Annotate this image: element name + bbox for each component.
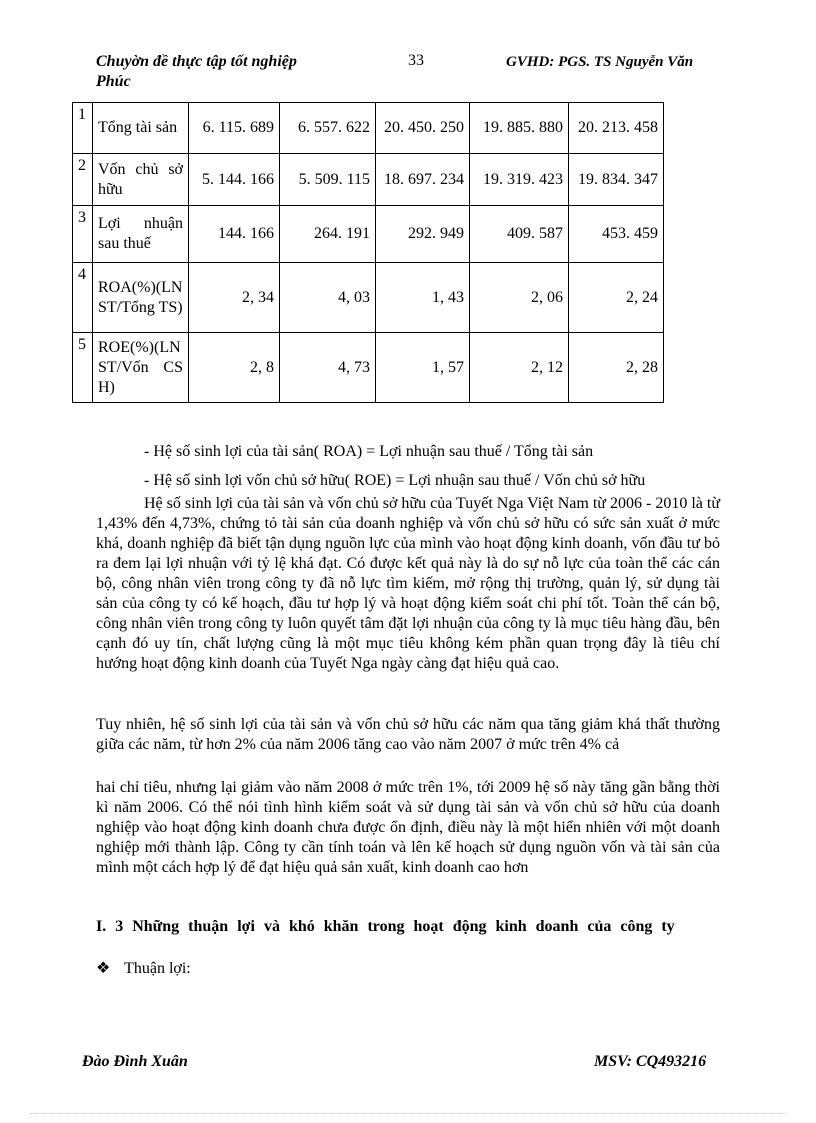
row-label: ROA(%)(LNST/Tổng TS) [93,263,189,333]
row-number: 5 [73,333,93,403]
table-row [73,103,664,154]
table-cell: 2, 12 [470,333,569,403]
header-title [96,52,336,92]
header-advisor: GVHD: PGS. TS Nguyễn Văn [506,54,694,70]
table-row [73,206,664,263]
table-cell: 2, 28 [569,333,664,403]
table-cell: 2, 34 [189,263,280,333]
table-cell: 1, 43 [376,263,470,333]
table-cell: 144. 166 [189,206,280,263]
table-cell: 5. 509. 115 [280,154,376,206]
table-cell: 264. 191 [280,206,376,263]
financial-table [72,102,664,403]
table-cell: 453. 459 [569,206,664,263]
table-cell: 19. 834. 347 [569,154,664,206]
row-label: Lợi nhuận sau thuế [93,206,189,263]
footer-student-id: MSV: CQ493216 [594,1053,707,1070]
paragraph-2: Tuy nhiên, hệ số sinh lợi của tài sản và vốn chủ sở hữu các năm qua tăng giảm khá thất thường giữa các năm, từ hơn 2% của năm 2006 tăng cao vào năm 2007 ở mức trên 4% cả [96,716,720,753]
table-cell: 1, 57 [376,333,470,403]
table-cell: 20. 213. 458 [569,103,664,154]
section-heading: I. 3 Những thuận lợi và khó khăn trong hoạt động kinh doanh của công ty [96,918,675,935]
table-cell: 5. 144. 166 [189,154,280,206]
formula-roe: - Hệ số sinh lợi vốn chủ sở hữu( ROE) = Lợi nhuận sau thuế / Vốn chủ sở hữu [144,472,646,489]
row-label: Tổng tài sản [93,103,189,154]
row-label: ROE(%)(LNST/Vốn CSH) [93,333,189,403]
table-cell: 2, 8 [189,333,280,403]
header-title-cont: Phúc [96,73,131,90]
table-row [73,263,664,333]
table-cell: 19. 885. 880 [470,103,569,154]
paragraph-3: hai chỉ tiêu, nhưng lại giảm vào năm 2008 ở mức trên 1%, tới 2009 hệ số này tăng gần bằng thời kì năm 2006. Có thể nói tình hình kiểm soát và sử dụng tài sản và vốn chủ sở hữu của doanh nghiệp vào hoạt động kinh doanh chưa được ổn định, điều này là một hiển nhiên với một doanh nghiệp mới thành lập. Công ty cần tính toán và lên kế hoạch sử dụng nguồn vốn và tài sản của mình một cách hợp lý để đạt hiệu quả sản xuất, kinh doanh cao hơn [96,779,720,876]
table-row [73,154,664,206]
row-number: 4 [73,263,93,333]
row-number: 1 [73,103,93,154]
table-cell: 20. 450. 250 [376,103,470,154]
table-cell: 2, 06 [470,263,569,333]
header-title-text: Chuyờn đề thực tập tốt nghiệp [96,53,297,70]
table-cell: 4, 73 [280,333,376,403]
bullet-label: Thuận lợi: [124,960,191,977]
formula-roa: - Hệ số sinh lợi của tài sản( ROA) = Lợi nhuận sau thuế / Tổng tài sản [144,443,594,460]
table-cell: 6. 557. 622 [280,103,376,154]
footer-author: Đào Đình Xuân [82,1053,188,1070]
paragraph-1: Hệ số sinh lợi của tài sản và vốn chủ sở hữu của Tuyết Nga Việt Nam từ 2006 - 2010 là từ 1,43% đến 4,73%, chứng tỏ tài sản của doanh nghiệp và vốn chủ sở hữu có sức sản xuất ở mức khá, doanh nghiệp đã biết tận dụng nguồn lực của mình vào hoạt động kinh doanh, vốn đầu tư bỏ ra đem lại lợi nhuận với tỷ lệ khá đạt. Có được kết quả này là do sự nỗ lực của toàn thể các cán bộ, công nhân viên trong công ty đã nỗ lực tìm kiếm, mở rộng thị trường, quản lý, sử dụng tài sản của công ty có kế hoạch, đầu tư hợp lý và hoạt động kiểm soát chi phí tốt. Toàn thể cán bộ, công nhân viên trong công ty luôn quyết tâm đặt lợi nhuận của công ty là mục tiêu hàng đầu, bên cạnh đó uy tín, chất lượng cũng là một mục tiêu không kém phần quan trọng đây là tiêu chí hướng hoạt động kinh doanh của Tuyết Nga ngày càng đạt hiệu quả cao. [96,495,720,672]
table-cell: 2, 24 [569,263,664,333]
footer-divider [30,1113,786,1114]
table-cell: 409. 587 [470,206,569,263]
page-number: 33 [408,52,424,69]
table-cell: 19. 319. 423 [470,154,569,206]
row-number: 3 [73,206,93,263]
table-cell: 18. 697. 234 [376,154,470,206]
table-row [73,333,664,403]
table-cell: 4, 03 [280,263,376,333]
bullet-item [96,958,191,978]
row-number: 2 [73,154,93,206]
diamond-bullet-icon: ❖ [96,960,111,977]
table-cell: 6. 115. 689 [189,103,280,154]
table-cell: 292. 949 [376,206,470,263]
row-label: Vốn chủ sở hữu [93,154,189,206]
